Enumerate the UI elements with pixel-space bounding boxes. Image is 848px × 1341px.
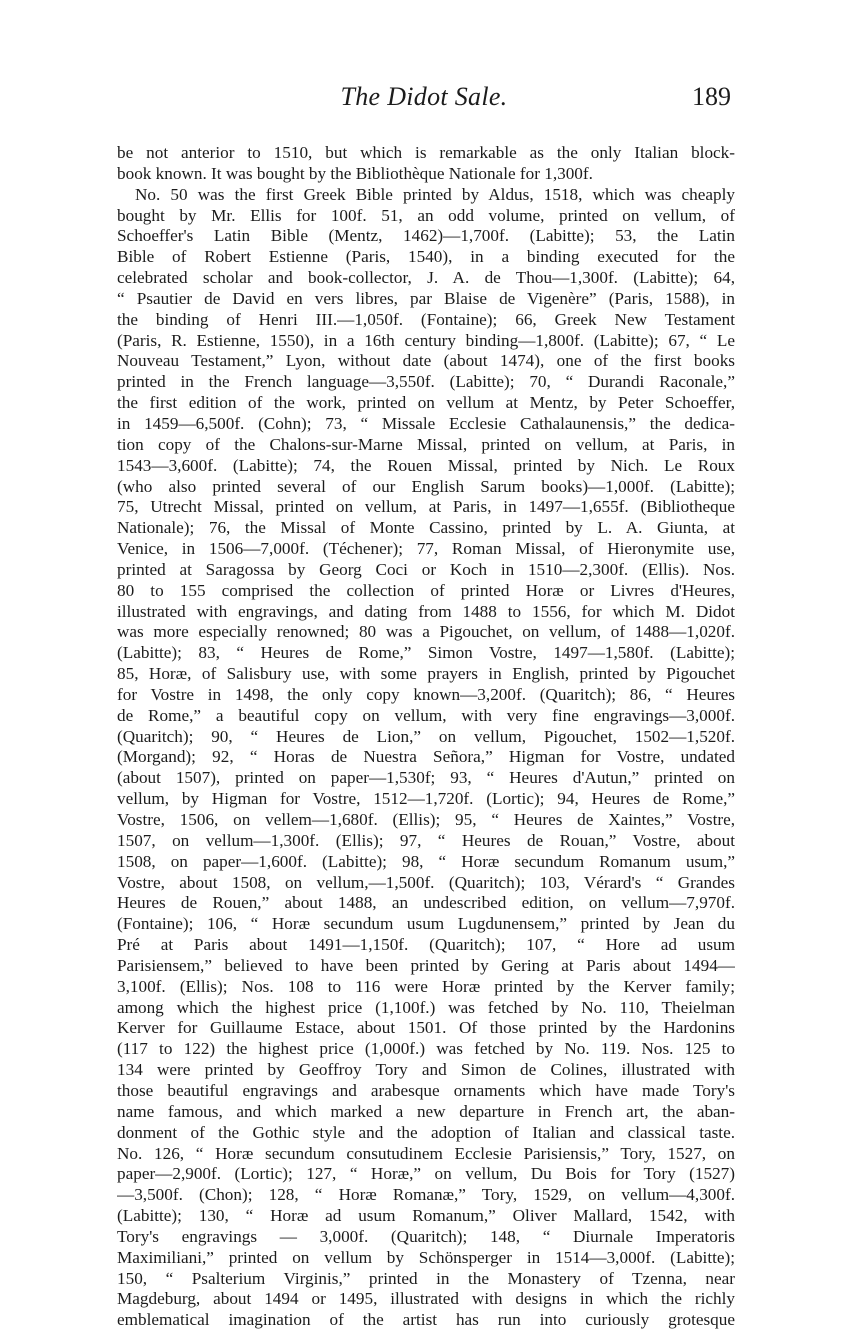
text-line: 134 were printed by Geoffroy Tory and Simon de Colines, illustrated with [117,1060,735,1080]
text-line: Pré at Paris about 1491—1,150f. (Quaritch); 107, “ Hore ad usum [117,935,735,955]
running-title: The Didot Sale. [340,82,508,111]
text-line: Vostre, about 1508, on vellum,—1,500f. (Quaritch); 103, Vérard's “ Grandes [117,872,735,892]
text-line: emblematical imagination of the artist has run into curiously grotesque [117,1310,735,1330]
text-line: 75, Utrecht Missal, printed on vellum, at Paris, in 1497—1,655f. (Bibliotheque [117,497,735,517]
text-line: among which the highest price (1,100f.) was fetched by No. 110, Theielman [117,997,735,1017]
text-line: (Labitte); 130, “ Horæ ad usum Romanum,” Oliver Mallard, 1542, with [117,1206,735,1226]
text-line: Schoeffer's Latin Bible (Mentz, 1462)—1,700f. (Labitte); 53, the Latin [117,226,735,246]
text-line: Vostre, 1506, on vellem—1,680f. (Ellis); 95, “ Heures de Xaintes,” Vostre, [117,810,735,829]
text-line: Nouveau Testament,” Lyon, without date (about 1474), one of the first books [117,351,735,371]
text-line: printed in the French language—3,550f. (Labitte); 70, “ Durandi Raconale,” [117,372,735,392]
text-line: celebrated scholar and book-collector, J. A. de Thou—1,300f. (Labitte); 64, [117,268,735,288]
text-line: 1508, on paper—1,600f. (Labitte); 98, “ Horæ secundum Romanum usum,” [117,851,735,871]
text-line: be not anterior to 1510, but which is remarkable as the only Italian block- [117,143,735,162]
text-line: (117 to 122) the highest price (1,000f.) was fetched by No. 119. Nos. 125 to [117,1039,735,1059]
text-line: No. 50 was the first Greek Bible printed by Aldus, 1518, which was cheaply [135,184,735,204]
text-line: de Rome,” a beautiful copy on vellum, with very fine engravings—3,000f. [117,705,735,725]
body-text [117,143,735,1331]
text-line: 85, Horæ, of Salisbury use, with some prayers in English, printed by Pigouchet [117,664,735,684]
text-line: printed at Saragossa by Georg Coci or Koch in 1510—2,300f. (Ellis). Nos. [117,559,735,579]
text-line: 3,100f. (Ellis); Nos. 108 to 116 were Horæ printed by the Kerver family; [117,976,735,996]
text-line: (Morgand); 92, “ Horas de Nuestra Señora,” Higman for Vostre, undated [117,747,735,767]
text-line: (Fontaine); 106, “ Horæ secundum usum Lugdunensem,” printed by Jean du [117,914,735,934]
text-line: illustrated with engravings, and dating from 1488 to 1556, for which M. Didot [117,601,735,621]
text-line: (Labitte); 83, “ Heures de Rome,” Simon Vostre, 1497—1,580f. (Labitte); [117,643,735,663]
text-line: name famous, and which marked a new departure in French art, the aban- [117,1101,735,1121]
text-line: the first edition of the work, printed on vellum at Mentz, by Peter Schoeffer, [117,393,735,413]
text-line: 150, “ Psalterium Virginis,” printed in the Monastery of Tzenna, near [117,1268,735,1288]
text-line: “ Psautier de David en vers libres, par Blaise de Vigenère” (Paris, 1588), in [117,288,735,308]
text-line: (who also printed several of our English Sarum books)—1,000f. (Labitte); [117,476,735,496]
text-line: bought by Mr. Ellis for 100f. 51, an odd volume, printed on vellum, of [117,205,735,225]
text-line: book known. It was bought by the Bibliothèque Nationale for 1,300f. [117,163,593,183]
text-line: 1543—3,600f. (Labitte); 74, the Rouen Missal, printed by Nich. Le Roux [117,455,735,475]
text-line: (about 1507), printed on paper—1,530f; 93, “ Heures d'Autun,” printed on [117,768,735,788]
text-line: —3,500f. (Chon); 128, “ Horæ Romanæ,” Tory, 1529, on vellum—4,300f. [117,1185,735,1205]
text-line: No. 126, “ Horæ secundum consutudinem Ecclesie Parisiensis,” Tory, 1527, on [117,1143,735,1163]
text-line: Nationale); 76, the Missal of Monte Cassino, printed by L. A. Giunta, at [117,518,735,538]
text-line: in 1459—6,500f. (Cohn); 73, “ Missale Ecclesie Cathalaunensis,” the dedica- [117,413,735,433]
text-line: Magdeburg, about 1494 or 1495, illustrated with designs in which the richly [117,1289,735,1309]
text-line: Kerver for Guillaume Estace, about 1501. Of those printed by the Hardonins [117,1018,735,1038]
text-line: Parisiensem,” believed to have been printed by Gering at Paris about 1494— [117,955,735,975]
text-line: Maximiliani,” printed on vellum by Schönsperger in 1514—3,000f. (Labitte); [117,1247,735,1267]
text-line: tion copy of the Chalons-sur-Marne Missal, printed on vellum, at Paris, in [117,434,735,454]
text-line: paper—2,900f. (Lortic); 127, “ Horæ,” on vellum, Du Bois for Tory (1527) [117,1164,735,1184]
text-line: vellum, by Higman for Vostre, 1512—1,720f. (Lortic); 94, Heures de Rome,” [117,789,735,809]
text-line: Tory's engravings — 3,000f. (Quaritch); 148, “ Diurnale Imperatoris [117,1226,735,1246]
text-line: 1507, on vellum—1,300f. (Ellis); 97, “ Heures de Rouan,” Vostre, about [117,830,735,850]
text-line: was more especially renowned; 80 was a Pigouchet, on vellum, of 1488—1,020f. [117,622,735,642]
text-line: Venice, in 1506—7,000f. (Téchener); 77, Roman Missal, of Hieronymite use, [117,539,735,559]
text-line: those beautiful engravings and arabesque ornaments which have made Tory's [117,1080,735,1100]
text-line: Heures de Rouen,” about 1488, an undescribed edition, on vellum—7,970f. [117,893,735,913]
text-line: (Quaritch); 90, “ Heures de Lion,” on vellum, Pigouchet, 1502—1,520f. [117,726,735,746]
text-line: Bible of Robert Estienne (Paris, 1540), in a binding executed for the [117,247,735,267]
running-head [0,82,848,122]
text-line: 80 to 155 comprised the collection of printed Horæ or Livres d'Heures, [117,580,735,600]
text-line: the binding of Henri III.—1,050f. (Fontaine); 66, Greek New Testament [117,309,735,329]
text-line: for Vostre in 1498, the only copy known—3,200f. (Quaritch); 86, “ Heures [117,684,735,704]
text-line: donment of the Gothic style and the adoption of Italian and classical taste. [117,1122,735,1142]
page-number: 189 [692,82,731,111]
text-line: (Paris, R. Estienne, 1550), in a 16th century binding—1,800f. (Labitte); 67, “ Le [117,330,735,350]
